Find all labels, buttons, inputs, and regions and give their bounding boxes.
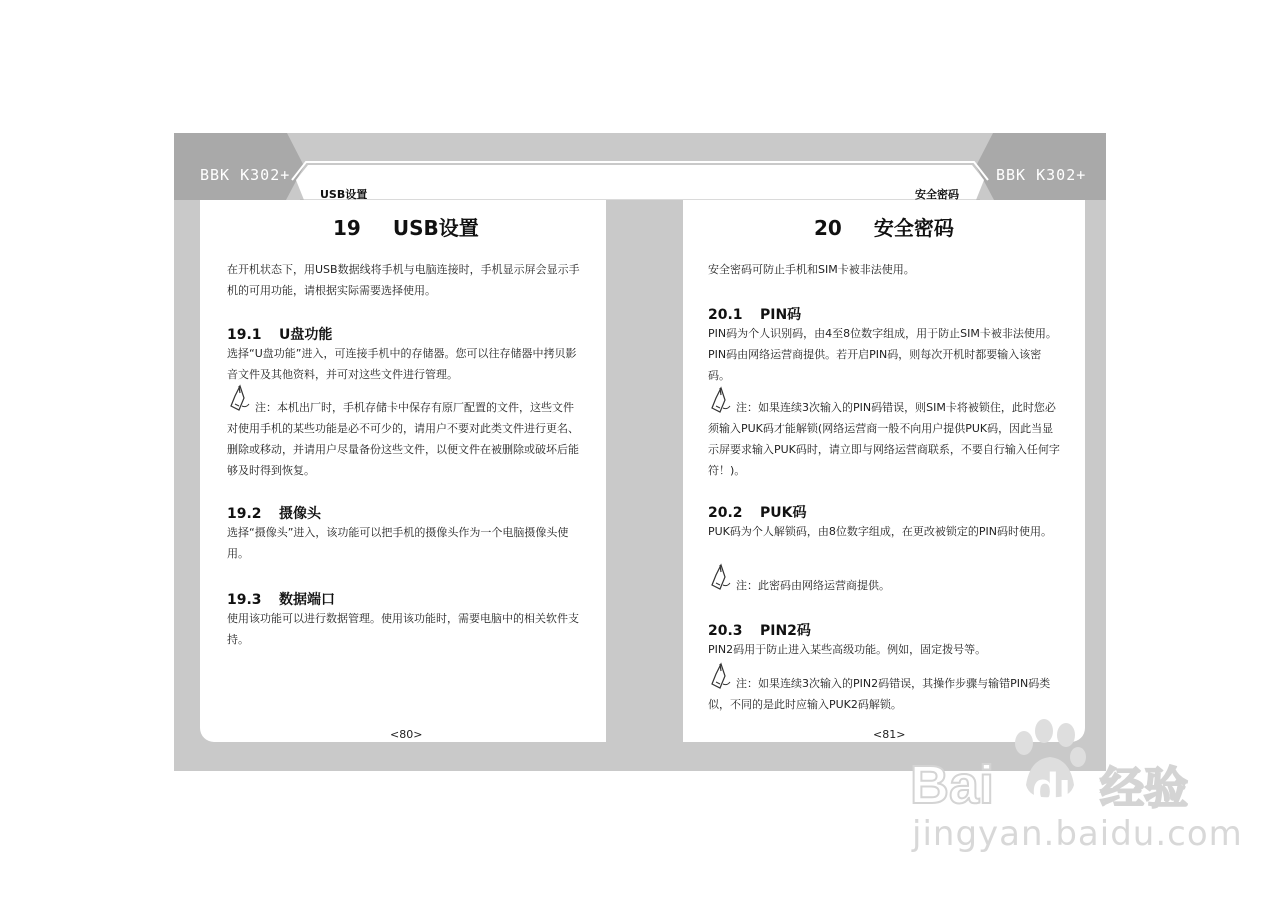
- section-number: 19.1: [227, 327, 262, 343]
- page-number-right: <81>: [873, 728, 906, 741]
- section-text: 选择“摄像头”进入，该功能可以把手机的摄像头作为一个电脑摄像头使用。: [227, 526, 569, 560]
- intro-paragraph: 安全密码可防止手机和SIM卡被非法使用。: [708, 263, 915, 276]
- note-text: 注：此密码由网络运营商提供。: [736, 579, 890, 592]
- watermark-logo-text: Bai: [910, 755, 995, 815]
- section-text: PIN码为个人识别码，由4至8位数字组成，用于防止SIM卡被非法使用。PIN码由网络运营商提供。若开启PIN码，则每次开机时都要输入该密码。: [708, 327, 1057, 382]
- watermark-logo-du: du: [1032, 764, 1086, 813]
- note-text: 注：如果连续3次输入的PIN码错误，则SIM卡将被锁住，此时您必须输入PUK码才能解锁(网络运营商一般不向用户提供PUK码，因此当显示屏要求输入PUK码时，请立即与网络运营商联系，不要自行输入任何字符！)。: [708, 401, 1060, 477]
- note-text: 注：本机出厂时，手机存储卡中保存有原厂配置的文件，这些文件对使用手机的某些功能是必不可少的，请用户不要对此类文件进行更名、删除或移动，并请用户尽量备份这些文件，以便文件在被删除或破坏后能够及时得到恢复。: [227, 401, 579, 477]
- baidu-jingyan-watermark-logo: [900, 715, 1210, 815]
- section-heading: [227, 324, 332, 344]
- section-heading: [708, 620, 811, 640]
- chapter-heading-right: [814, 212, 954, 241]
- running-title-left: USB设置: [320, 188, 368, 201]
- section-heading: [227, 589, 335, 609]
- section-title: 摄像头: [279, 506, 321, 522]
- running-title-band: [296, 165, 984, 200]
- section-number: 19.3: [227, 592, 262, 608]
- section-number: 20.2: [708, 505, 743, 521]
- section-number: 20.1: [708, 307, 743, 323]
- section-heading: [708, 502, 806, 522]
- section-heading: [227, 503, 321, 523]
- brand-left: BBK K302+: [200, 166, 291, 184]
- chapter-title: 安全密码: [873, 216, 954, 240]
- page-number-left: <80>: [390, 728, 423, 741]
- section-number: 20.3: [708, 623, 743, 639]
- section-number: 19.2: [227, 506, 262, 522]
- section-heading: [708, 304, 801, 324]
- section-title: PUK码: [760, 505, 807, 521]
- chapter-title: USB设置: [392, 216, 479, 240]
- chapter-number: 20: [814, 216, 842, 240]
- intro-paragraph: 在开机状态下，用USB数据线将手机与电脑连接时，手机显示屏会显示手机的可用功能，请根据实际需要选择使用。: [227, 263, 580, 297]
- note-text: 注：如果连续3次输入的PIN2码错误，其操作步骤与输错PIN码类似，不同的是此时应输入PUK2码解锁。: [708, 677, 1051, 711]
- section-text: PIN2码用于防止进入某些高级功能。例如，固定拨号等。: [708, 643, 987, 656]
- watermark-logo-jingyan: 经验: [1100, 763, 1188, 814]
- section-text: 使用该功能可以进行数据管理。使用该功能时，需要电脑中的相关软件支持。: [227, 612, 579, 646]
- section-title: U盘功能: [279, 327, 333, 343]
- spine: [606, 200, 683, 742]
- chapter-heading-left: [333, 212, 479, 241]
- section-title: PIN2码: [760, 623, 811, 639]
- running-title-right: 安全密码: [915, 188, 959, 201]
- brand-right: BBK K302+: [996, 166, 1087, 184]
- chapter-number: 19: [333, 216, 361, 240]
- section-text: 选择“U盘功能”进入，可连接手机中的存储器。您可以往存储器中拷贝影音文件及其他资料，并可对这些文件进行管理。: [227, 347, 577, 381]
- section-text: PUK码为个人解锁码，由8位数字组成，在更改被锁定的PIN码时使用。: [708, 525, 1053, 538]
- section-title: PIN码: [760, 307, 802, 323]
- section-title: 数据端口: [279, 592, 335, 608]
- watermark-url: jingyan.baidu.com: [912, 814, 1243, 854]
